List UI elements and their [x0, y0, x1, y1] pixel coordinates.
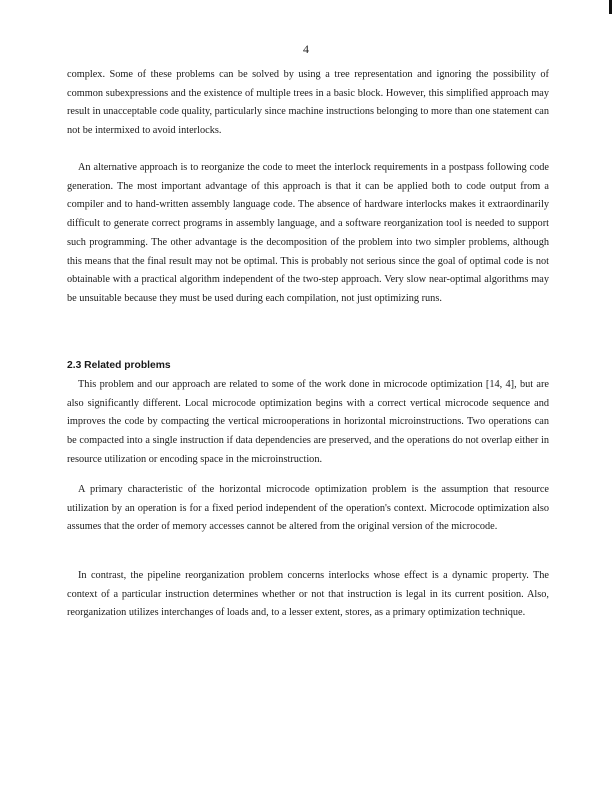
paragraph-alternative-approach: [67, 159, 549, 309]
paragraph-text: This problem and our approach are related to some of the work done in microcode optimization [14, 4], but are also significantly different. Local microcode optimization begins with a correct vertical microcode sequence and improves the code by compacting the vertical microoperations in horizontal microinstructions. Two operations can be compacted into a single instruction if data dependencies are preserved, and the operations do not overlap either in resource utilization or encoding space in the microinstruction.: [67, 379, 549, 465]
paragraph-related-work: [67, 376, 549, 470]
page-number: 4: [303, 42, 309, 56]
paragraph-text: An alternative approach is to reorganize the code to meet the interlock requirements in a postpass following code generation. The most important advantage of this approach is that it can be applied both to code output from a compiler and to hand-written assembly language code. The absence of hardware interlocks makes it extraordinarily difficult to generate correct programs in assembly language, and a software reorganization tool is needed to support such programming. The other advantage is the decomposition of the problem into two simpler problems, although this means that the final result may not be optimal. This is probably not serious since the goal of optimal code is not obtainable with a practical algorithm independent of the two-step approach. Very slow near-optimal algorithms may be unsuitable because they must be used during each compilation, not just optimizing runs.: [67, 162, 549, 304]
paragraph-text: A primary characteristic of the horizontal microcode optimization problem is the assumption that resource utilization by an operation is for a fixed period independent of the operation's context. Microcode optimization also assumes that the order of memory accesses cannot be altered from the original version of the microcode.: [67, 484, 549, 533]
paragraph-continuation: [67, 66, 549, 141]
paragraph-text: In contrast, the pipeline reorganization problem concerns interlocks whose effect is a dynamic property. The context of a particular instruction determines whether or not that instruction is legal in its current position. Also, reorganization utilizes interchanges of loads and, to a lesser extent, stores, as a primary optimization technique.: [67, 570, 549, 619]
paragraph-horizontal-microcode: [67, 481, 549, 537]
paragraph-text: complex. Some of these problems can be solved by using a tree representation and ignoring the possibility of common subexpressions and the existence of multiple trees in a basic block. However, this simplified approach may result in unacceptable code quality, particularly since machine instructions belonging to more than one statement can not be intermixed to avoid interlocks.: [67, 69, 549, 137]
section-heading: 2.3 Related problems: [67, 360, 171, 371]
paragraph-contrast: [67, 567, 549, 623]
